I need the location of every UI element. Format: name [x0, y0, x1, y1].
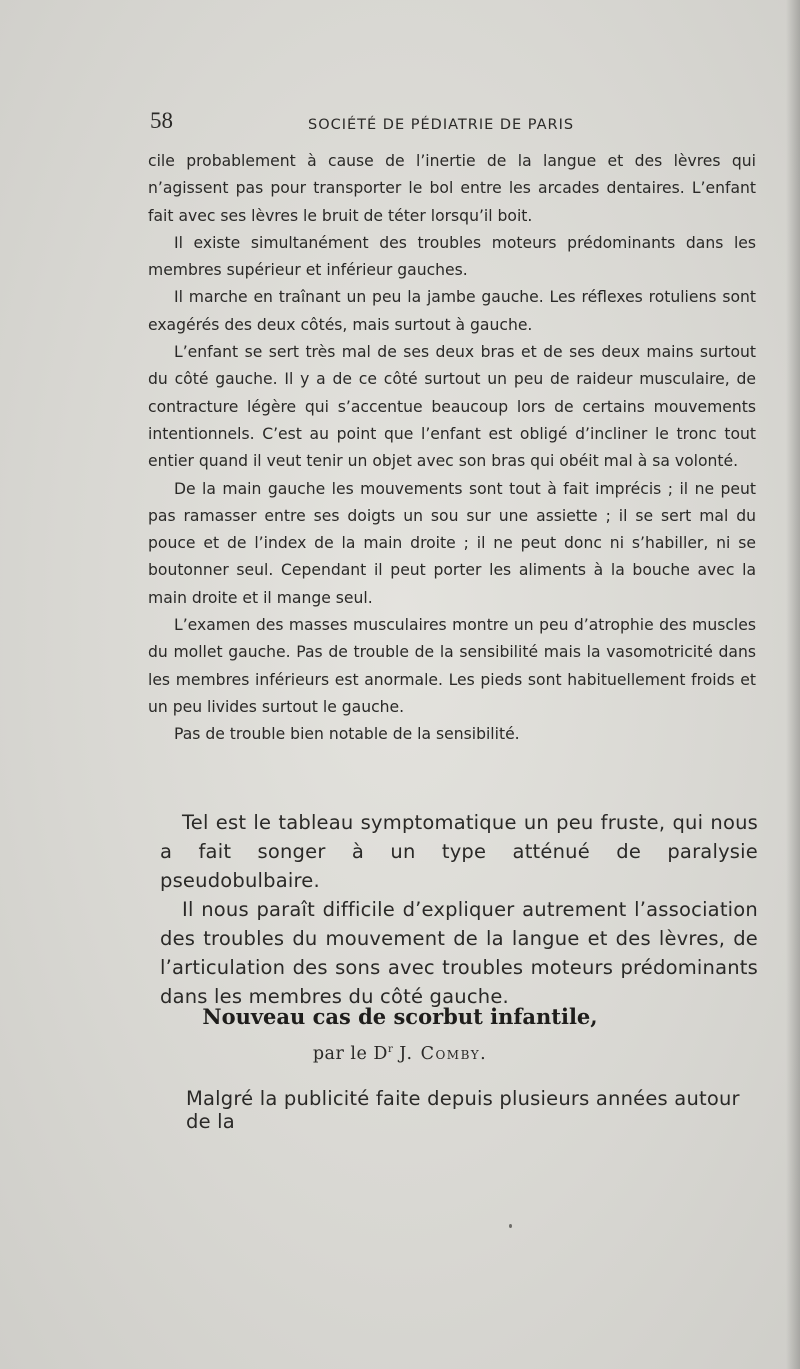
author-title-sup: r [387, 1044, 394, 1056]
paragraph: cile probablement à cause de l’inertie de la langue et des lèvres qui n’agissent pas pour transporter le bol entre les arcades dentaires. L’enfant fait avec ses lèvres le bruit de téter lorsqu’il boit. [148, 152, 756, 225]
author-name: J. Comby. [399, 1044, 488, 1064]
paragraph: Il existe simultanément des troubles moteurs prédominants dans les membres supérieur et inférieur gauches. [148, 233, 756, 280]
paragraph: Il nous paraît difficile d’expliquer autrement l’association des troubles du mouvement de la langue et des lèvres, de l’articulation des sons avec troubles moteurs prédominants dans les membres du côté gauche. [160, 898, 758, 1008]
case-report-text [148, 148, 756, 749]
paragraph: L’examen des masses musculaires montre un peu d’atrophie des muscles du mollet gauche. Pas de trouble de la sensibilité mais la vasomotricité dans les membres inférieurs est anormale. Les pieds sont habituellement froids et un peu livides surtout le gauche. [148, 616, 756, 716]
paper-speck [509, 1224, 512, 1228]
page-edge-shadow [786, 0, 800, 1369]
page-number: 58 [150, 108, 173, 133]
page-header [150, 108, 745, 138]
paragraph: De la main gauche les mouvements sont tout à fait imprécis ; il ne peut pas ramasser entre ses doigts un sou sur une assiette ; il se sert mal du pouce et de l’index de la main droite ; il ne peut donc ni s’habiller, ni se boutonner seul. Cependant il peut porter les aliments à la bouche avec la main droite et il mange seul. [148, 479, 756, 607]
paragraph: L’enfant se sert très mal de ses deux bras et de ses deux mains surtout du côté gauche. Il y a de ce côté surtout un peu de raideur musculaire, de contracture légère qui s’accentue beaucoup lors de certains mouvements intentionnels. C’est au point que l’enfant est obligé d’incliner le tronc tout entier quand il veut tenir un objet avec son bras qui obéit mal à sa volonté. [148, 343, 756, 471]
paragraph: Pas de trouble bien notable de la sensibilité. [174, 725, 520, 744]
running-head: SOCIÉTÉ DE PÉDIATRIE DE PARIS [308, 117, 575, 133]
paragraph: Tel est le tableau symptomatique un peu fruste, qui nous a fait songer à un type atténué de paralysie pseudobulbaire. [160, 811, 758, 892]
author-prefix: par le D [312, 1044, 388, 1064]
paragraph: Il marche en traînant un peu la jambe gauche. Les réflexes rotuliens sont exagérés des deux côtés, mais surtout à gauche. [148, 288, 756, 334]
conclusion-text [160, 808, 758, 1011]
article-author [0, 1044, 800, 1064]
article-first-line: Malgré la publicité faite depuis plusieurs années autour de la [186, 1087, 740, 1133]
article-title: Nouveau cas de scorbut infantile, [202, 1004, 598, 1029]
